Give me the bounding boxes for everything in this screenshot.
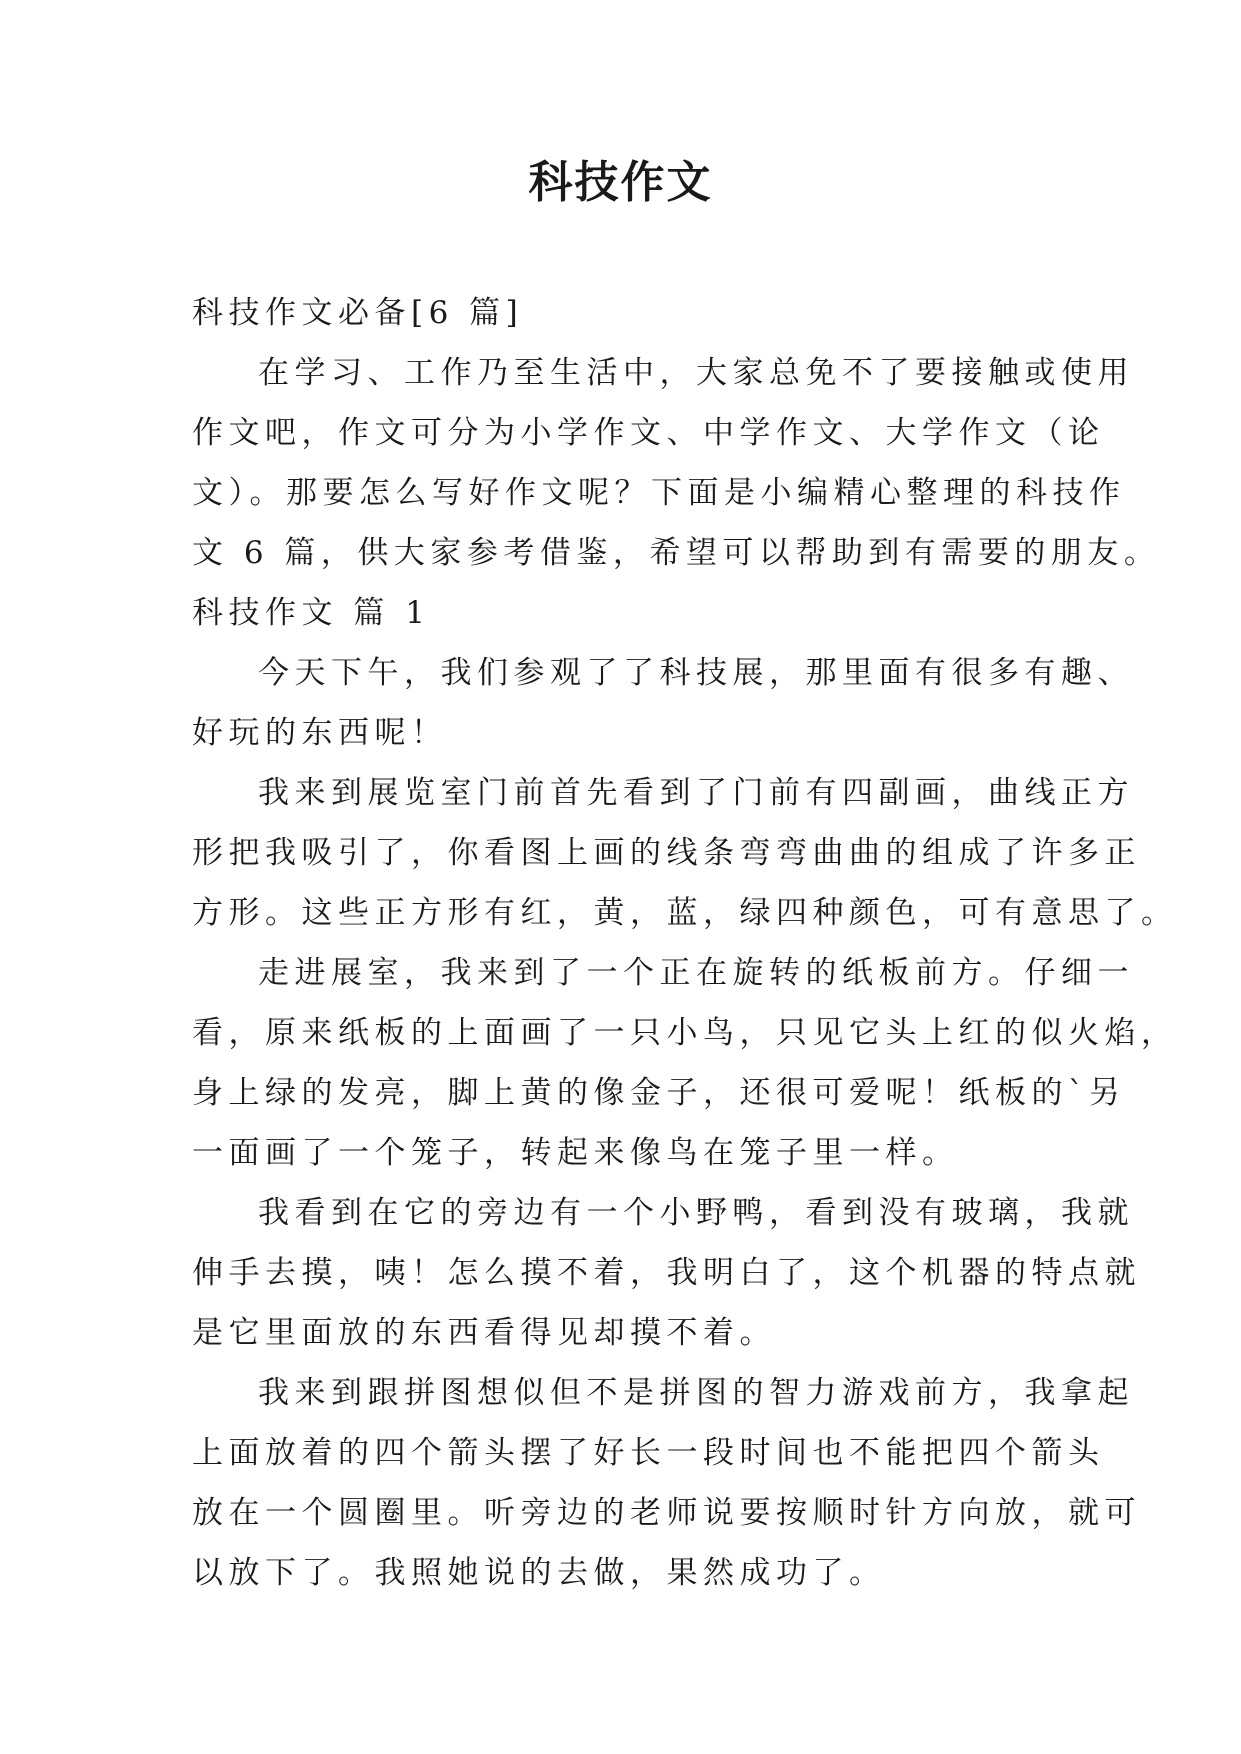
paragraph-line: 走进展室，我来到了一个正在旋转的纸板前方。仔细一: [258, 955, 1134, 991]
paragraph-line: 身上绿的发亮，脚上黄的像金子，还很可爱呢！纸板的`另: [192, 1075, 1126, 1111]
section-heading: 科技作文 篇 1: [192, 595, 431, 631]
paragraph-line: 今天下午，我们参观了了科技展，那里面有很多有趣、: [258, 655, 1134, 691]
paragraph-line: 一面画了一个笼子，转起来像鸟在笼子里一样。: [192, 1135, 959, 1171]
document-body: [192, 283, 1178, 1603]
paragraph-line: 以放下了。我照她说的去做，果然成功了。: [192, 1555, 886, 1591]
paragraph-line: 我来到跟拼图想似但不是拼图的智力游戏前方，我拿起: [258, 1375, 1134, 1411]
document-title: 科技作文: [528, 157, 713, 208]
paragraph-line: 方形。这些正方形有红，黄，蓝，绿四种颜色，可有意思了。: [192, 895, 1178, 931]
paragraph-line: 我来到展览室门前首先看到了门前有四副画，曲线正方: [258, 775, 1134, 811]
paragraph-line: 放在一个圆圈里。听旁边的老师说要按顺时针方向放，就可: [192, 1495, 1141, 1531]
paragraph-line: 形把我吸引了，你看图上画的线条弯弯曲曲的组成了许多正: [192, 835, 1141, 871]
intro-paragraph-line: 文）。那要怎么写好作文呢？下面是小编精心整理的科技作: [192, 475, 1126, 511]
intro-paragraph-line: 文 6 篇，供大家参考借鉴，希望可以帮助到有需要的朋友。: [192, 535, 1161, 571]
paragraph-line: 上面放着的四个箭头摆了好长一段时间也不能把四个箭头: [192, 1435, 1105, 1471]
document-subtitle: 科技作文必备[6 篇]: [192, 295, 524, 331]
paragraph-line: 看，原来纸板的上面画了一只小鸟，只见它头上红的似火焰，: [192, 1015, 1178, 1051]
intro-paragraph-line: 在学习、工作乃至生活中，大家总免不了要接触或使用: [258, 355, 1134, 391]
intro-paragraph-line: 作文吧，作文可分为小学作文、中学作文、大学作文（论: [192, 415, 1105, 451]
paragraph-line: 好玩的东西呢！: [192, 715, 448, 751]
paragraph-line: 我看到在它的旁边有一个小野鸭，看到没有玻璃，我就: [258, 1195, 1134, 1231]
paragraph-line: 是它里面放的东西看得见却摸不着。: [192, 1315, 776, 1351]
paragraph-line: 伸手去摸，咦！怎么摸不着，我明白了，这个机器的特点就: [192, 1255, 1141, 1291]
